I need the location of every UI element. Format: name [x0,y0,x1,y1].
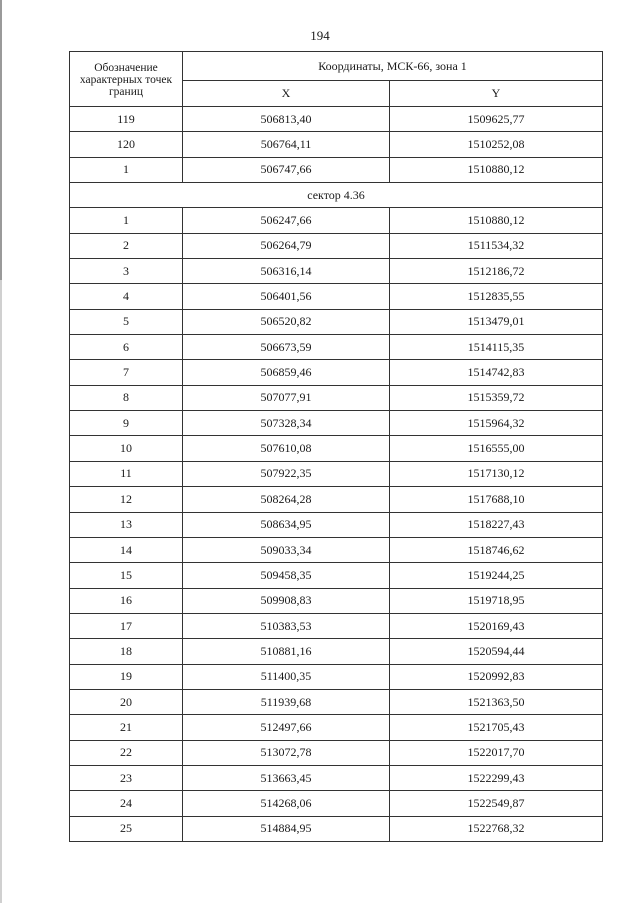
x-cell: 514884,95 [183,816,390,841]
x-cell: 506764,11 [183,132,390,157]
point-cell: 15 [70,563,183,588]
x-cell: 506747,66 [183,157,390,182]
table-row [70,816,603,841]
y-cell: 1513479,01 [390,309,603,334]
point-cell: 120 [70,132,183,157]
x-cell: 509908,83 [183,588,390,613]
y-cell: 1510880,12 [390,208,603,233]
point-cell: 21 [70,715,183,740]
point-cell: 6 [70,335,183,360]
y-cell: 1515359,72 [390,385,603,410]
x-cell: 506813,40 [183,107,390,132]
y-column-header: Y [390,81,603,107]
x-cell: 506520,82 [183,309,390,334]
point-cell: 10 [70,436,183,461]
y-cell: 1518227,43 [390,512,603,537]
table-row [70,259,603,284]
point-cell: 22 [70,740,183,765]
y-cell: 1514115,35 [390,335,603,360]
point-cell: 8 [70,385,183,410]
y-cell: 1519244,25 [390,563,603,588]
coordinates-table [69,51,603,842]
table-row [70,107,603,132]
y-cell: 1514742,83 [390,360,603,385]
x-cell: 511939,68 [183,689,390,714]
y-cell: 1520594,44 [390,639,603,664]
table-body-top [70,107,603,183]
coordinates-header: Координаты, МСК-66, зона 1 [183,52,603,81]
x-cell: 511400,35 [183,664,390,689]
table-row [70,132,603,157]
x-cell: 506673,59 [183,335,390,360]
x-cell: 507077,91 [183,385,390,410]
page-number: 194 [310,28,330,43]
point-cell: 23 [70,765,183,790]
y-cell: 1519718,95 [390,588,603,613]
table-row [70,461,603,486]
point-cell: 1 [70,157,183,182]
point-cell: 2 [70,233,183,258]
x-cell: 509033,34 [183,537,390,562]
table-row [70,411,603,436]
point-cell: 17 [70,613,183,638]
table-body-section [70,208,603,842]
x-cell: 510383,53 [183,613,390,638]
table-row [70,208,603,233]
x-cell: 509458,35 [183,563,390,588]
point-cell: 18 [70,639,183,664]
x-column-header: X [183,81,390,107]
table-row [70,715,603,740]
y-cell: 1510252,08 [390,132,603,157]
y-cell: 1517130,12 [390,461,603,486]
y-cell: 1522017,70 [390,740,603,765]
section-header-group [70,183,603,208]
point-cell: 14 [70,537,183,562]
table-row [70,233,603,258]
point-cell: 9 [70,411,183,436]
y-cell: 1522768,32 [390,816,603,841]
point-cell: 20 [70,689,183,714]
point-cell: 4 [70,284,183,309]
y-cell: 1517688,10 [390,487,603,512]
point-cell: 3 [70,259,183,284]
table-row [70,335,603,360]
table-row [70,613,603,638]
point-cell: 25 [70,816,183,841]
x-cell: 508264,28 [183,487,390,512]
table-row [70,588,603,613]
x-cell: 507922,35 [183,461,390,486]
point-cell: 24 [70,791,183,816]
x-cell: 506401,56 [183,284,390,309]
x-cell: 513663,45 [183,765,390,790]
y-cell: 1520992,83 [390,664,603,689]
y-cell: 1511534,32 [390,233,603,258]
y-cell: 1510880,12 [390,157,603,182]
y-cell: 1521705,43 [390,715,603,740]
y-cell: 1521363,50 [390,689,603,714]
x-cell: 508634,95 [183,512,390,537]
point-cell: 19 [70,664,183,689]
table-row [70,309,603,334]
table-row [70,284,603,309]
y-cell: 1509625,77 [390,107,603,132]
y-cell: 1522549,87 [390,791,603,816]
x-cell: 512497,66 [183,715,390,740]
table-row [70,563,603,588]
table-row [70,791,603,816]
point-cell: 1 [70,208,183,233]
x-cell: 507610,08 [183,436,390,461]
x-cell: 506859,46 [183,360,390,385]
table-row [70,639,603,664]
point-cell: 13 [70,512,183,537]
x-cell: 514268,06 [183,791,390,816]
x-cell: 506247,66 [183,208,390,233]
table-row [70,664,603,689]
x-cell: 506316,14 [183,259,390,284]
table-row [70,765,603,790]
point-cell: 7 [70,360,183,385]
point-cell: 12 [70,487,183,512]
table-row [70,436,603,461]
section-row [70,183,603,208]
table-row [70,512,603,537]
table-row [70,385,603,410]
table-row [70,487,603,512]
scan-edge [0,0,2,903]
y-cell: 1512186,72 [390,259,603,284]
point-cell: 16 [70,588,183,613]
x-cell: 507328,34 [183,411,390,436]
table-row [70,157,603,182]
y-cell: 1522299,43 [390,765,603,790]
y-cell: 1512835,55 [390,284,603,309]
point-column-header: Обозначение характерных точек границ [70,52,183,107]
y-cell: 1518746,62 [390,537,603,562]
table-row [70,689,603,714]
point-cell: 119 [70,107,183,132]
y-cell: 1520169,43 [390,613,603,638]
point-cell: 11 [70,461,183,486]
table-row [70,740,603,765]
y-cell: 1516555,00 [390,436,603,461]
x-cell: 510881,16 [183,639,390,664]
table-row [70,360,603,385]
x-cell: 506264,79 [183,233,390,258]
x-cell: 513072,78 [183,740,390,765]
table-row [70,537,603,562]
y-cell: 1515964,32 [390,411,603,436]
section-label: сектор 4.36 [70,183,603,208]
point-cell: 5 [70,309,183,334]
